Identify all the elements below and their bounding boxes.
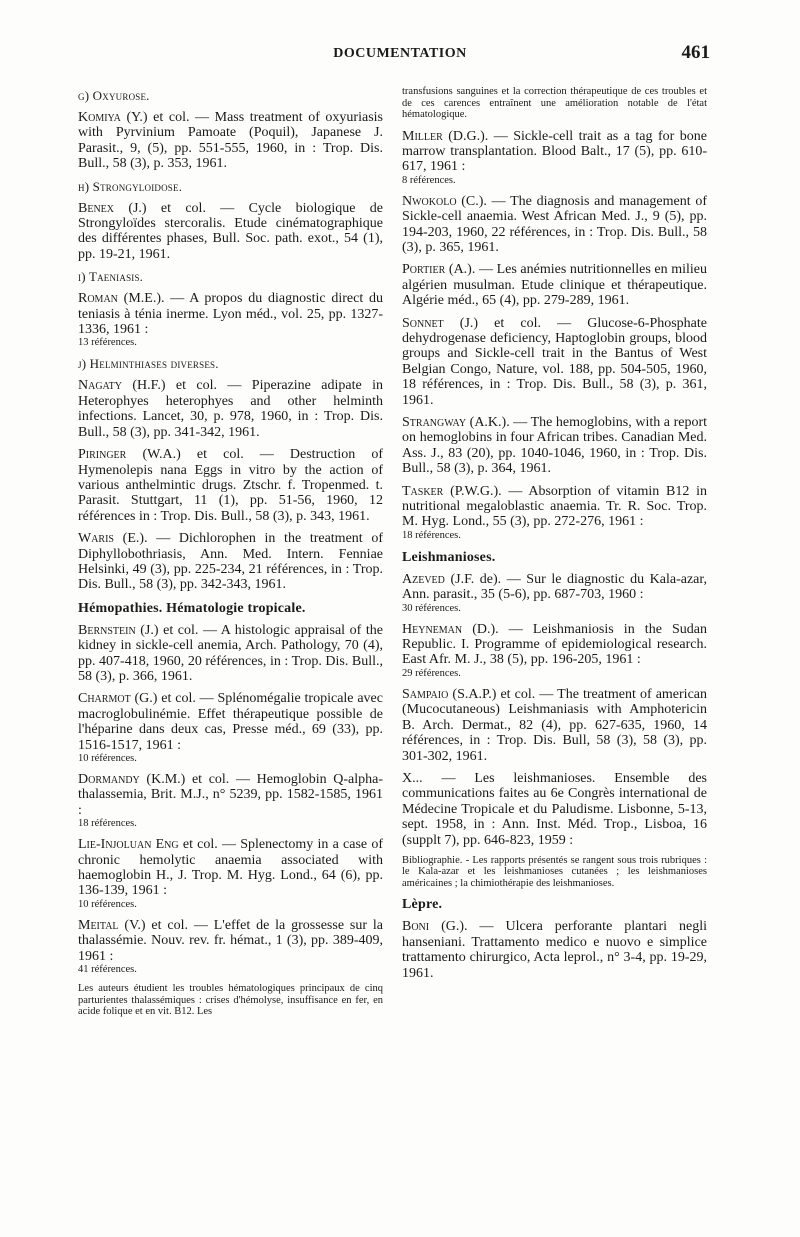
entry-text: (G.). — Ulcera perforante plantari negli hanseniani. Trattamento medico e nuovo e simplice trattamento chirurgico, Acta leprol., n° 3-4, pp. 19-29, 1961. xyxy=(402,919,707,981)
entry-author: Heyneman xyxy=(402,621,463,637)
entry-reference-count: 41 références. xyxy=(78,964,137,976)
entry-author: Nagaty xyxy=(78,378,122,394)
entry-reference-count: 13 références. xyxy=(78,337,137,349)
right-column xyxy=(402,86,707,988)
bibliography-entry xyxy=(402,572,707,615)
entry-text: (C.). — The diagnosis and management of Sickle-cell anaemia. West African Med. J., 9 (5), pp. 194-203, 1960, 22 références, in : Trop. Dis. Bull., 58 (3), p. 365, 1961. xyxy=(402,193,707,255)
entry-reference-count: 29 références. xyxy=(402,667,461,679)
entry-reference-count: 30 références. xyxy=(402,602,461,614)
bibliography-entry xyxy=(402,484,707,542)
bibliography-entry xyxy=(78,201,383,263)
section-heading: j) Helminthiases diverses. xyxy=(78,356,219,372)
entry-reference-count: 8 références. xyxy=(402,174,456,186)
section-heading: g) Oxyurose. xyxy=(78,88,150,103)
entry-reference-count: 10 références. xyxy=(78,898,137,910)
bibliography-entry xyxy=(402,622,707,680)
entry-text: (G.) et col. — Splénomégalie tropicale avec macroglobulinémie. Effet thérapeutique possible de l'héparine dans deux cas, Presse méd., 69 (33), pp. 1516-1517, 1961 : xyxy=(78,691,383,753)
entry-text: (P.W.G.). — Absorption of vitamin B12 in nutritional megaloblastic anaemia. Tr. R. Soc. Trop. M. Hyg. Lond., 55 (3), pp. 272-276, 1961 : xyxy=(402,483,707,530)
entry-text: — Les leishmanioses. Ensemble des communications faites au 6e Congrès international de Médecine Tropicale et du Paludisme. Lisbonne, 5-13, sept. 1958, in : Ann. Inst. Méd. Trop., Lisboa, 16 (supplt 7), pp. 646-823, 1959 : xyxy=(402,770,707,848)
entry-text: (W.A.) et col. — Destruction of Hymenolepis nana Eggs in vitro by the action of various anthelmintic drugs. Ztschr. f. Tropenmed. t. Parasit. Stuttgart, 11 (1), pp. 51-56, 1960, 12 références in : Trop. Dis. Bull., 58 (3), p. 343, 1961. xyxy=(78,447,383,524)
entry-text: (J.) et col. — Glucose-6-Phosphate dehydrogenase deficiency, Haptoglobin groups, blood groups and Sickle-cell trait in the Bantus of West Belgian Congo, Nature, vol. 188, pp. 504-505, 1960, 18 références, in : Trop. Dis. Bull., 58 (3), p. 361, 1961. xyxy=(402,315,707,408)
entry-author: Piringer xyxy=(78,447,127,463)
entry-text: (A.). — Les anémies nutritionnelles en milieu algérien musulman. Etude clinique et thérapeutique. Algérie méd., 65 (4), pp. 279-289, 1961. xyxy=(402,262,707,309)
entry-author: Azeved xyxy=(402,571,445,587)
entry-reference-count: 18 références. xyxy=(402,529,461,541)
entry-text: (A.K.). — The hemoglobins, with a report on hemoglobins in four African tribes. Canadian Med. Ass. J., 83 (20), pp. 1040-1046, 1960, in : Trop. Dis. Bull., 58 (3), p. 364, 1961. xyxy=(402,415,707,477)
entry-author: Charmot xyxy=(78,691,131,707)
bibliography-entry xyxy=(78,378,383,440)
abstract-note: Bibliographie. - Les rapports présentés se rangent sous trois rubriques : le Kala-azar et les leishmanioses cutanées ; les leishmanioses américaines ; la chimiothérapie des leishmanioses. xyxy=(402,854,707,889)
entry-author: Lie-Injoluan Eng xyxy=(78,837,179,853)
bibliography-entry xyxy=(402,771,707,848)
entry-text: (J.F. de). — Sur le diagnostic du Kala-azar, Ann. parasit., 35 (5-6), pp. 687-703, 1960 : xyxy=(402,571,707,603)
entry-text: (S.A.P.) et col. — The treatment of american (Mucocutaneous) Leishmaniasis with Amphotericin B. Arch. Dermat., 82 (4), pp. 627-635, 1960, 14 références, in : Trop. Dis. Bull, 58 (3), 58 (3), pp. 301-302, 1961. xyxy=(402,686,707,764)
bibliography-entry xyxy=(78,447,383,524)
running-title: DOCUMENTATION xyxy=(333,46,467,61)
entry-reference-count: 18 références. xyxy=(78,818,137,830)
entry-author: Strangway xyxy=(402,415,467,430)
entry-author: Dormandy xyxy=(78,772,140,787)
section-heading: Hémopathies. Hématologie tropicale. xyxy=(78,600,306,616)
entry-text: et col. — Splenectomy in a case of chronic hemolytic anaemia associated with haemoglobin H., J. Trop. M. Hyg. Lond., 64 (6), pp. 136-139, 1961 : xyxy=(78,837,383,899)
entry-author: Tasker xyxy=(402,483,444,499)
bibliography-entry xyxy=(402,194,707,256)
entry-text: (K.M.) et col. — Hemoglobin Q-alpha-thalassemia, Brit. M.J., n° 5239, pp. 1582-1585, 1961 : xyxy=(78,772,383,818)
bibliography-entry xyxy=(78,691,383,765)
bibliography-entry xyxy=(78,772,383,830)
entry-text: (D.). — Leishmaniosis in the Sudan Republic. I. Programme of epidemiological research. East Afr. M. J., 38 (5), pp. 196-205, 1961 : xyxy=(402,621,707,668)
entry-author: X... xyxy=(402,770,423,786)
entry-author: Sonnet xyxy=(402,315,444,331)
abstract-note: transfusions sanguines et la correction thérapeutique de ces troubles et de ces carences entraînent une amélioration notable de l'état hématologique. xyxy=(402,86,707,120)
entry-author: Portier xyxy=(402,262,446,278)
entry-author: Roman xyxy=(78,291,118,307)
entry-text: (M.E.). — A propos du diagnostic direct du teniasis à ténia inerme. Lyon méd., vol. 25, pp. 1327-1336, 1961 : xyxy=(78,291,383,338)
entry-text: (E.). — Dichlorophen in the treatment of Diphyllobothriasis, Ann. Med. Intern. Fenniae Helsinki, 49 (3), pp. 225-234, 21 références, in : Trop. Dis. Bull., 58 (3), pp. 342-343, 1961. xyxy=(78,531,383,593)
bibliography-entry xyxy=(78,918,383,976)
bibliography-entry xyxy=(402,919,707,981)
left-column xyxy=(78,86,383,1026)
bibliography-entry xyxy=(402,415,707,477)
entry-author: Benex xyxy=(78,200,114,216)
bibliography-entry xyxy=(78,291,383,349)
entry-author: Nwokolo xyxy=(402,193,457,209)
entry-author: Bernstein xyxy=(78,622,136,638)
bibliography-entry xyxy=(402,687,707,764)
section-heading: i) Taeniasis. xyxy=(78,269,144,285)
entry-text: (V.) et col. — L'effet de la grossesse sur la thalassémie. Nouv. rev. fr. hémat., 1 (3), pp. 389-409, 1961 : xyxy=(78,917,383,964)
entry-author: Waris xyxy=(78,531,114,547)
page-header xyxy=(0,42,800,68)
entry-reference-count: 10 références. xyxy=(78,753,137,764)
bibliography-entry xyxy=(402,316,707,408)
section-heading: h) Strongyloidose. xyxy=(78,178,183,194)
bibliography-entry xyxy=(402,262,707,308)
entry-author: Miller xyxy=(402,128,443,144)
entry-author: Komiya xyxy=(78,110,121,125)
section-heading: Lèpre. xyxy=(402,897,443,913)
entry-author: Boni xyxy=(402,919,430,935)
entry-text: (J.) et col. — Cycle biologique de Strongyloïdes stercoralis. Etude cinématographique des différentes phases, Bull. Soc. path. exot., 54 (1), pp. 19-21, 1961. xyxy=(78,200,383,262)
entry-author: Sampaio xyxy=(402,686,449,702)
entry-text: (D.G.). — Sickle-cell trait as a tag for bone marrow transplantation. Blood Balt., 17 (5), pp. 610-617, 1961 : xyxy=(402,128,707,175)
bibliography-entry xyxy=(78,837,383,911)
bibliography-entry xyxy=(402,129,707,187)
entry-text: (H.F.) et col. — Piperazine adipate in Heterophyes heterophyes and other helminth infections. Lancet, 30, p. 978, 1960, in : Trop. Dis. Bull., 58 (3), pp. 341-342, 1961. xyxy=(78,378,383,440)
bibliography-entry xyxy=(78,110,383,172)
entry-text: (Y.) et col. — Mass treatment of oxyuriasis with Pyrvinium Pamoate (Poquil), Japanese J. Parasit., 9, (5), pp. 551-555, 1960, in : Trop. Dis. Bull., 58 (3), p. 353, 1961. xyxy=(78,110,383,172)
bibliography-entry xyxy=(78,623,383,685)
entry-author: Meital xyxy=(78,917,119,933)
abstract-note: Les auteurs étudient les troubles hématologiques principaux de cinq parturientes thalassémiques : crises d'hémolyse, insuffisance en fer, en acide folique et en vit. B12. Les xyxy=(78,983,383,1018)
entry-text: (J.) et col. — A histologic appraisal of the kidney in sickle-cell anemia, Arch. Pathology, 70 (4), pp. 407-418, 1960, 20 références, in : Trop. Dis. Bull., 58 (3), p. 366, 1961. xyxy=(78,622,383,684)
section-heading: Leishmanioses. xyxy=(402,549,496,565)
bibliography-entry xyxy=(78,531,383,593)
page-number: 461 xyxy=(681,42,710,63)
